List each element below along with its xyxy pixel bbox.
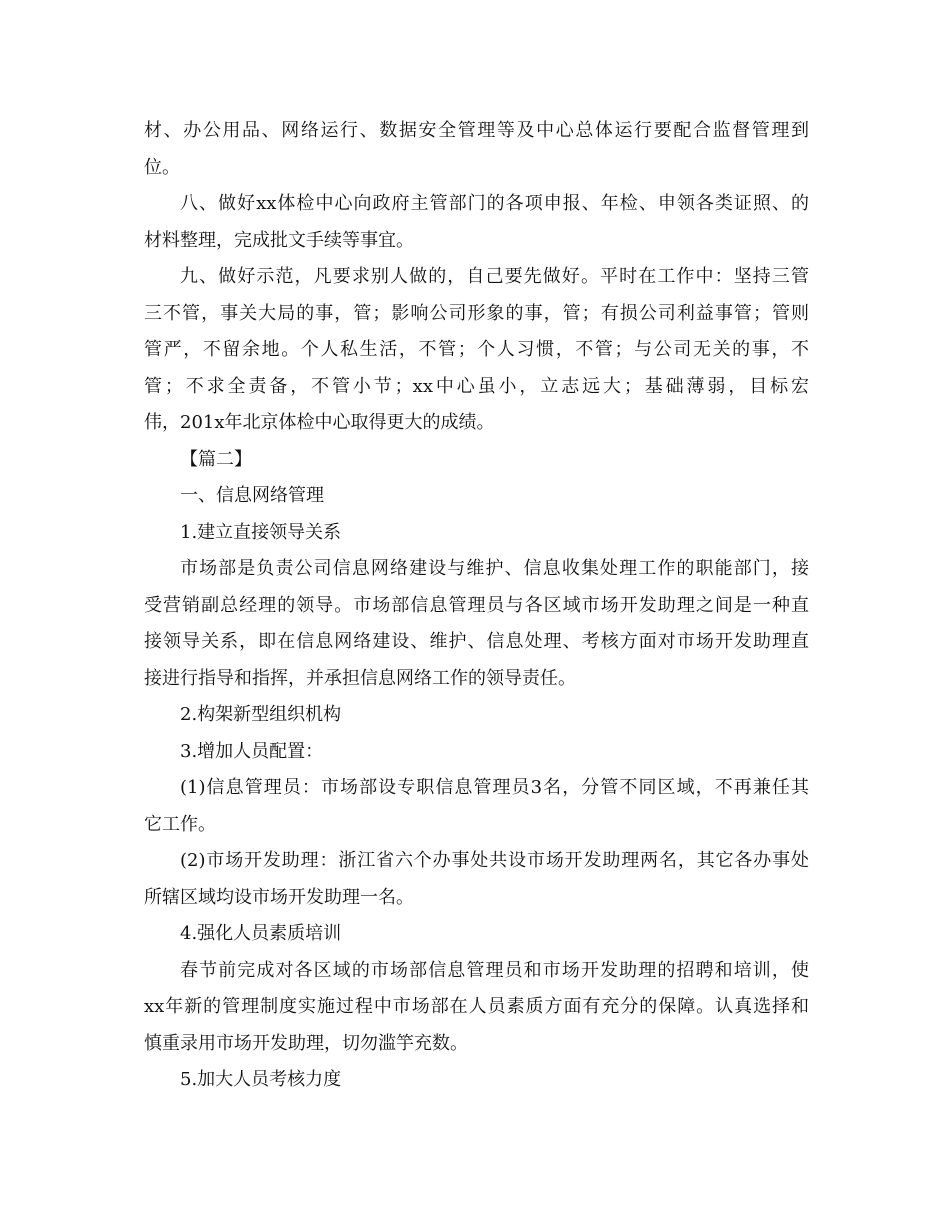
text-line: 春节前完成对各区域的市场部信息管理员和市场开发助理的招聘和培训，使	[180, 959, 809, 981]
text-line: 2.构架新型组织机构	[180, 704, 342, 725]
text-line: (2)市场开发助理：浙江省六个办事处共设市场开发助理两名，其它各办事处	[180, 850, 809, 871]
text-line: 伟，201x年北京体检中心取得更大的成绩。	[144, 412, 495, 433]
text-line: 市场部是负责公司信息网络建设与维护、信息收集处理工作的职能部门，接	[180, 558, 809, 579]
text-line: 材料整理，完成批文手续等事宜。	[144, 229, 414, 251]
text-line: 5.加大人员考核力度	[180, 1069, 342, 1090]
document-body	[144, 116, 809, 1102]
text-line: 【篇二】	[180, 448, 252, 470]
text-line: 1.建立直接领导关系	[180, 521, 342, 543]
text-line: 接进行指导和指挥，并承担信息网络工作的领导责任。	[144, 667, 576, 689]
text-line: (1)信息管理员：市场部设专职信息管理员3名，分管不同区域，不再兼任其	[180, 777, 809, 798]
text-line: 慎重录用市场开发助理，切勿滥竽充数。	[144, 1032, 468, 1054]
text-line: 九、做好示范，凡要求别人做的，自己要先做好。平时在工作中：坚持三管	[180, 266, 809, 287]
text-line: 材、办公用品、网络运行、数据安全管理等及中心总体运行要配合监督管理到	[144, 120, 809, 141]
text-line: 八、做好xx体检中心向政府主管部门的各项申报、年检、申领各类证照、的	[180, 193, 809, 214]
text-line: 它工作。	[144, 813, 216, 835]
text-line: 三不管，事关大局的事，管；影响公司形象的事，管；有损公司利益事管；管则	[144, 302, 809, 324]
text-line: 所辖区域均设市场开发助理一名。	[144, 886, 414, 908]
text-line: 一、信息网络管理	[180, 485, 324, 506]
text-line: 接领导关系，即在信息网络建设、维护、信息处理、考核方面对市场开发助理直	[144, 631, 809, 652]
text-line: xx年新的管理制度实施过程中市场部在人员素质方面有充分的保障。认真选择和	[144, 996, 809, 1017]
text-line: 3.增加人员配置：	[180, 740, 324, 762]
text-line: 4.强化人员素质培训	[180, 923, 342, 944]
text-line: 受营销副总经理的领导。市场部信息管理员与各区域市场开发助理之间是一种直	[144, 594, 809, 616]
text-line: 管；不求全责备，不管小节；xx中心虽小，立志远大；基础薄弱，目标宏	[144, 375, 809, 397]
text-line: 管严，不留余地。个人私生活，不管；个人习惯，不管；与公司无关的事，不	[144, 339, 809, 360]
text-line: 位。	[144, 156, 180, 178]
